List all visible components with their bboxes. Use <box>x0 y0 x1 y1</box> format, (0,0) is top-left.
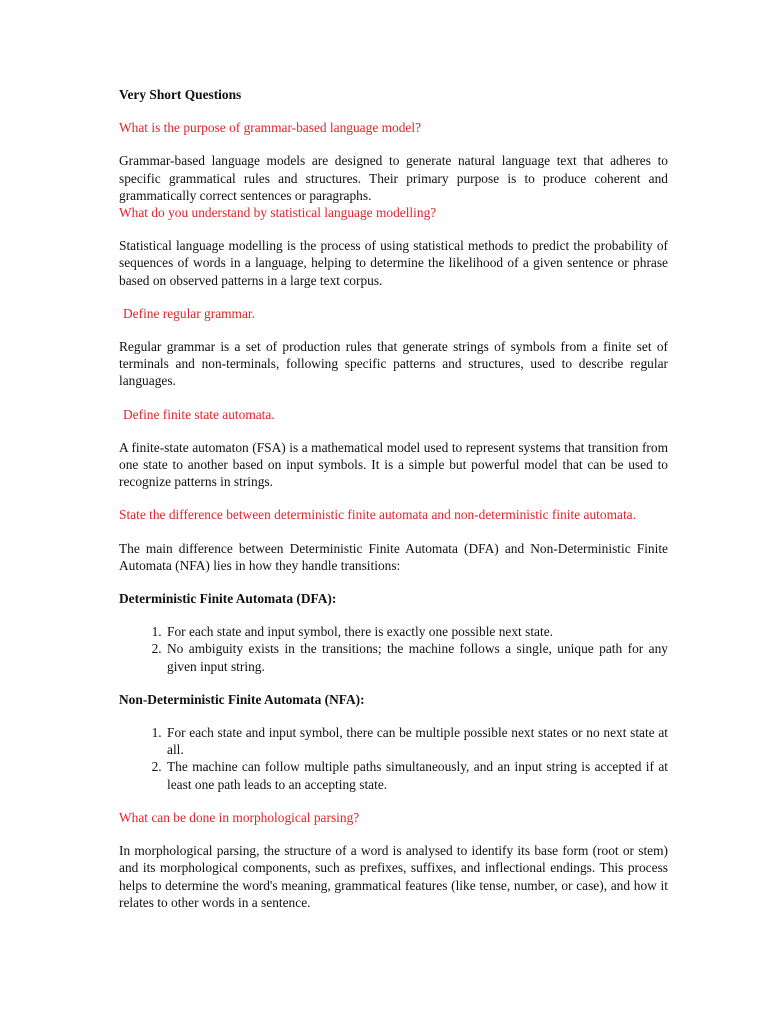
answer-regular-grammar: Regular grammar is a set of production rules that generate strings of symbols from a finite set of terminals and non-terminals, following specific patterns and structures, used to describe regular languages. <box>119 339 668 389</box>
question-grammar-based-model: What is the purpose of grammar-based language model? <box>119 120 422 136</box>
answer-statistical-modelling: Statistical language modelling is the process of using statistical methods to predict the probability of sequences of words in a language, helping to determine the likelihood of a given sentence or phrase based on observed patterns in a large text corpus. <box>119 238 668 288</box>
document-title: Very Short Questions <box>119 87 242 102</box>
dfa-point: 2. No ambiguity exists in the transitions; the machine follows a single, unique path for any given input string. <box>165 640 668 674</box>
question-regular-grammar: Define regular grammar. <box>123 305 255 321</box>
dfa-heading: Deterministic Finite Automata (DFA): <box>119 591 337 607</box>
answer-finite-state-automata: A finite-state automaton (FSA) is a mathematical model used to represent systems that transition from one state to another based on input symbols. It is a simple but powerful model that can be used to recognize patterns in strings. <box>119 439 668 490</box>
dfa-points-list <box>119 623 668 675</box>
question-finite-state-automata: Define finite state automata. <box>123 406 275 422</box>
nfa-heading: Non-Deterministic Finite Automata (NFA): <box>119 691 365 707</box>
document-page <box>119 86 668 927</box>
question-morphological-parsing: What can be done in morphological parsing? <box>119 809 360 825</box>
answer-grammar-based-model: Grammar-based language models are designed to generate natural language text that adheres to specific grammatical rules and structures. Their primary purpose is to produce coherent and grammatically correct sentences or paragraphs. <box>119 153 668 203</box>
question-statistical-modelling: What do you understand by statistical language modelling? <box>119 205 437 221</box>
dfa-point: 1. For each state and input symbol, there is exactly one possible next state. <box>165 623 668 640</box>
nfa-point: 1. For each state and input symbol, there can be multiple possible next states or no next state at all. <box>165 724 668 758</box>
nfa-points-list <box>119 724 668 793</box>
question-dfa-vs-nfa: State the difference between deterministic finite automata and non-deterministic finite automata. <box>119 507 636 523</box>
nfa-point: 2. The machine can follow multiple paths simultaneously, and an input string is accepted if at least one path leads to an accepting state. <box>165 758 668 792</box>
answer-dfa-vs-nfa: The main difference between Deterministic Finite Automata (DFA) and Non-Deterministic Finite Automata (NFA) lies in how they handle transitions: <box>119 540 668 573</box>
answer-morphological-parsing: In morphological parsing, the structure of a word is analysed to identify its base form (root or stem) and its morphological components, such as prefixes, suffixes, and inflectional endings. This process helps to determine the word's meaning, grammatical features (like tense, number, or case), and how it relates to other words in a sentence. <box>119 843 668 910</box>
